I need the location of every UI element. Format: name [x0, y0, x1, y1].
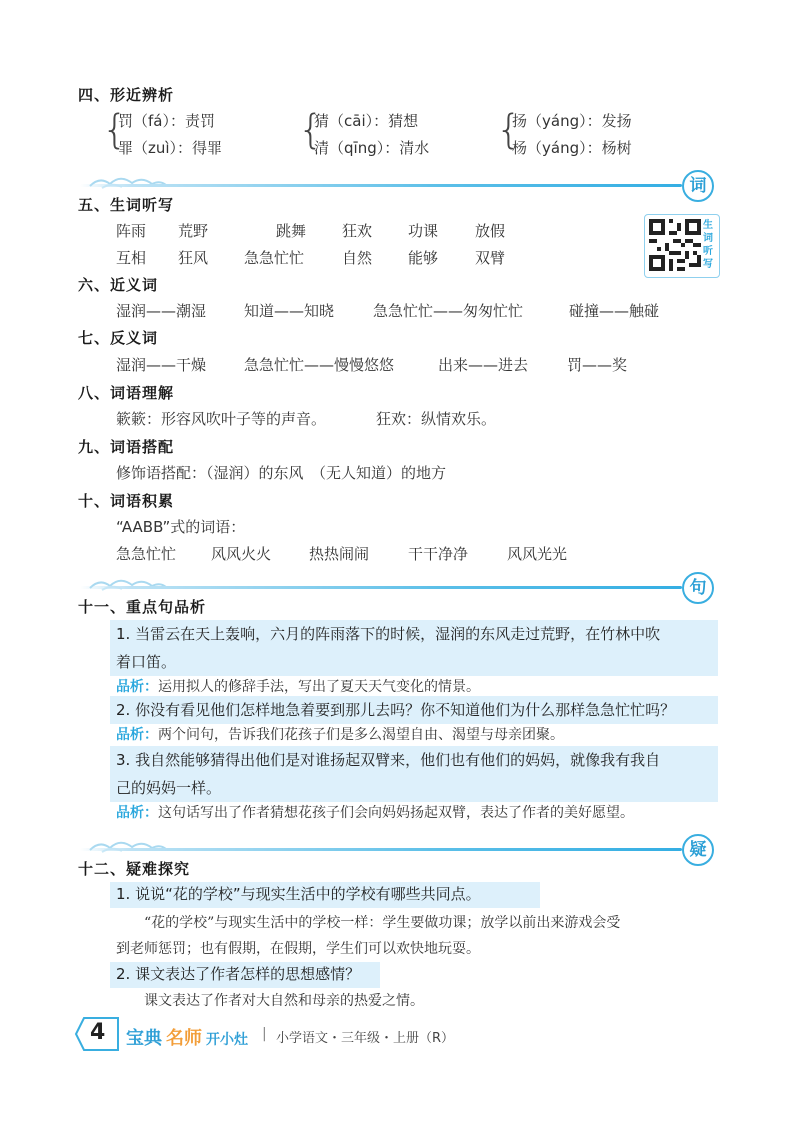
key-sentence: 己的妈妈一样。	[116, 779, 222, 797]
vocab-word: 急急忙忙	[244, 249, 305, 267]
cloud-wave-icon	[88, 572, 168, 592]
section-divider	[80, 184, 682, 187]
analysis-label: 品析：	[116, 727, 158, 743]
analysis-line	[116, 802, 634, 822]
brand-logo	[126, 1024, 248, 1050]
cloud-wave-icon	[88, 170, 168, 190]
answer-text: 到老师惩罚；也有假期，在假期，学生们可以欢快地玩耍。	[116, 941, 480, 957]
similar-char-entry: 扬（yáng）：发扬	[512, 112, 632, 130]
section-12-title: 十二、疑难探究	[78, 860, 191, 878]
aabb-word: 急急忙忙	[116, 545, 177, 563]
vocab-word: 荒野	[178, 222, 209, 240]
aabb-intro: “AABB”式的词语：	[116, 518, 246, 536]
synonym-pair: 急急忙忙——匆匆忙忙	[373, 302, 524, 320]
synonym-pair: 湿润——潮湿	[116, 302, 207, 320]
similar-char-entry: 清（qīng）：清水	[314, 139, 430, 157]
analysis-text: 运用拟人的修辞手法，写出了夏天天气变化的情景。	[158, 679, 480, 695]
footer-separator: |	[262, 1026, 267, 1042]
vocab-word: 双臂	[475, 249, 506, 267]
yi-badge-icon: 疑	[682, 834, 714, 866]
similar-char-entry: 猜（cāi）：猜想	[314, 112, 419, 130]
brace-icon: {	[102, 107, 128, 153]
collocation-text: 修饰语搭配：（湿润）的东风 （无人知道）的地方	[116, 464, 447, 482]
analysis-label: 品析：	[116, 679, 158, 695]
qr-code-icon	[649, 219, 701, 271]
aabb-word: 干干净净	[408, 545, 469, 563]
similar-char-entry: 罚（fá）：责罚	[118, 112, 215, 130]
section-divider	[80, 586, 682, 589]
synonym-pair: 碰撞——触碰	[569, 302, 660, 320]
aabb-word: 风风光光	[507, 545, 568, 563]
vocab-word: 功课	[408, 222, 439, 240]
antonym-pair: 出来——进去	[438, 356, 529, 374]
aabb-word: 风风火火	[211, 545, 272, 563]
vocab-word: 自然	[342, 249, 373, 267]
answer-text: “花的学校”与现实生活中的学校一样：学生要做功课；放学以前出来游戏会受	[144, 915, 621, 931]
synonym-pair: 知道——知晓	[244, 302, 335, 320]
brace-icon: {	[298, 107, 324, 153]
brand-name: 宝典	[126, 1028, 162, 1049]
word-meaning: 狂欢：纵情欢乐。	[376, 410, 497, 428]
brand-name-3: 开小灶	[206, 1032, 248, 1048]
qr-code-card[interactable]	[644, 214, 720, 278]
section-6-title: 六、近义词	[78, 276, 159, 294]
cloud-wave-icon	[88, 834, 168, 854]
key-sentence: 1. 当雷云在天上轰响，六月的阵雨落下的时候，湿润的东风走过荒野，在竹林中吹	[116, 625, 661, 643]
vocab-word: 跳舞	[276, 222, 307, 240]
section-divider	[80, 848, 682, 851]
qr-label: 生词听写	[703, 220, 713, 270]
brace-icon: {	[496, 107, 522, 153]
section-5-title: 五、生词听写	[78, 196, 175, 214]
analysis-line	[116, 724, 564, 744]
vocab-word: 狂风	[178, 249, 209, 267]
book-title: 小学语文・三年级・上册（R）	[276, 1031, 455, 1046]
aabb-word: 热热闹闹	[309, 545, 370, 563]
key-sentence: 3. 我自然能够猜得出他们是对谁扬起双臂来，他们也有他们的妈妈，就像我有我自	[116, 751, 661, 769]
question: 2. 课文表达了作者怎样的思想感情？	[116, 965, 361, 983]
similar-char-entry: 罪（zuì）：得罪	[118, 139, 223, 157]
similar-char-entry: 杨（yáng）：杨树	[512, 139, 632, 157]
section-11-title: 十一、重点句品析	[78, 598, 207, 616]
vocab-word: 阵雨	[116, 222, 147, 240]
question: 1. 说说“花的学校”与现实生活中的学校有哪些共同点。	[116, 885, 481, 903]
section-7-title: 七、反义词	[78, 329, 159, 347]
key-sentence: 2. 你没有看见他们怎样地急着要到那儿去吗？你不知道他们为什么那样急急忙忙吗？	[116, 701, 676, 719]
ci-badge-icon: 词	[682, 170, 714, 202]
vocab-word: 放假	[475, 222, 506, 240]
ju-badge-icon: 句	[682, 572, 714, 604]
key-sentence: 着口笛。	[116, 653, 177, 671]
antonym-pair: 湿润——干燥	[116, 356, 207, 374]
brand-name-2: 名师	[166, 1028, 202, 1049]
analysis-label: 品析：	[116, 805, 158, 821]
answer-text: 课文表达了作者对大自然和母亲的热爱之情。	[144, 993, 424, 1009]
analysis-text: 两个问句，告诉我们花孩子们是多么渴望自由、渴望与母亲团聚。	[158, 727, 564, 743]
word-meaning: 簌簌：形容风吹叶子等的声音。	[116, 410, 327, 428]
vocab-word: 互相	[116, 249, 147, 267]
analysis-text: 这句话写出了作者猜想花孩子们会向妈妈扬起双臂，表达了作者的美好愿望。	[158, 805, 634, 821]
section-4-title: 四、形近辨析	[78, 86, 175, 104]
antonym-pair: 罚——奖	[567, 356, 628, 374]
antonym-pair: 急急忙忙——慢慢悠悠	[244, 356, 395, 374]
section-10-title: 十、词语积累	[78, 492, 175, 510]
section-9-title: 九、词语搭配	[78, 438, 175, 456]
vocab-word: 能够	[408, 249, 439, 267]
vocab-word: 狂欢	[342, 222, 373, 240]
analysis-line	[116, 676, 480, 696]
page-number: 4	[90, 1020, 106, 1045]
section-8-title: 八、词语理解	[78, 384, 175, 402]
